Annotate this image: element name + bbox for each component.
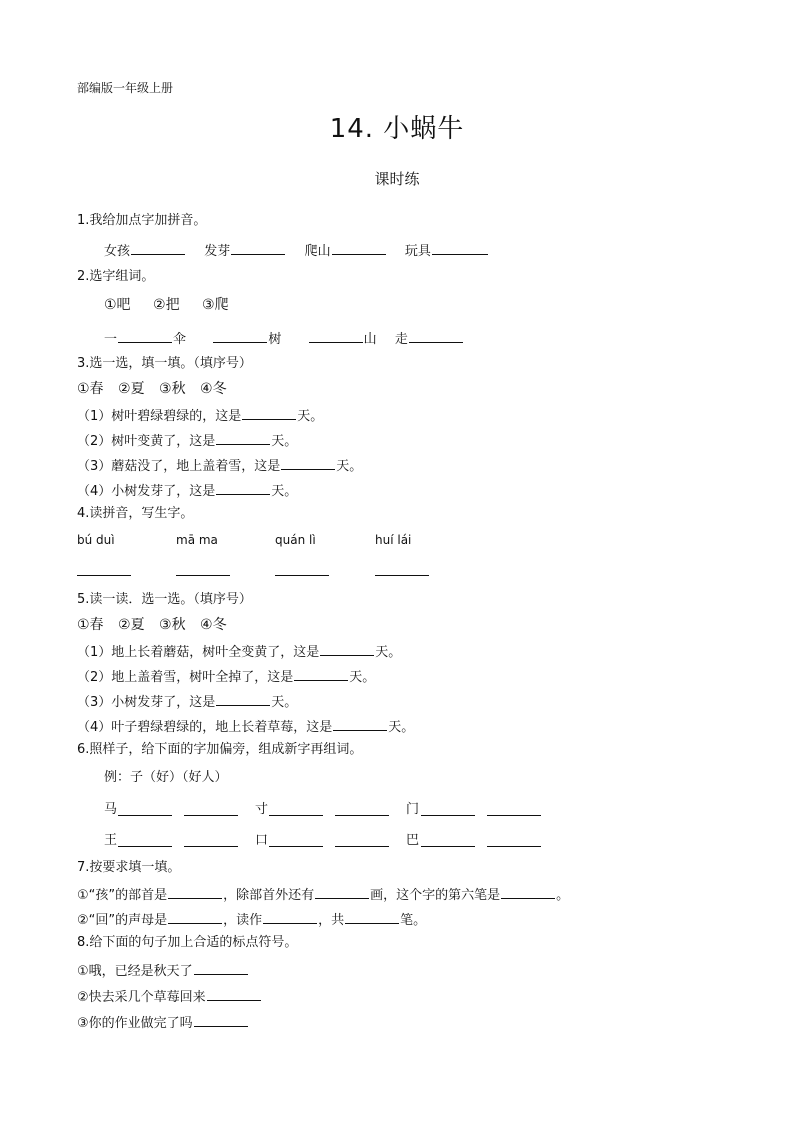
answer-blank[interactable] (263, 911, 317, 924)
q3-line: （3）蘑菇没了，地上盖着雪，这是 天。 (77, 459, 363, 474)
q5-options (77, 618, 227, 632)
answer-blank[interactable] (118, 330, 172, 343)
answer-blank[interactable] (409, 330, 463, 343)
q4-pinyin: mā ma (176, 533, 218, 547)
answer-blank[interactable] (194, 1014, 248, 1027)
q2-item: 走 (394, 332, 408, 347)
q6-char: 王 (104, 833, 118, 848)
q6-char: 寸 (255, 802, 269, 817)
answer-blank[interactable] (131, 242, 185, 255)
q3-option: ④冬 (200, 381, 227, 397)
answer-blank[interactable] (118, 846, 172, 847)
q5-line: （4）叶子碧绿碧绿的，地上长着草莓，这是 天。 (77, 720, 415, 735)
answer-blank[interactable] (216, 432, 270, 445)
q1-word: 女孩 (104, 244, 131, 259)
q5-line: （2）地上盖着雪，树叶全掉了，这是 天。 (77, 670, 376, 685)
page-title: 14. 小蜗牛 (329, 114, 465, 144)
q5-option: ②夏 (118, 617, 145, 633)
q8-prompt: 8.给下面的句子加上合适的标点符号。 (77, 935, 298, 950)
q4-prompt: 4.读拼音，写生字。 (77, 506, 194, 521)
q4-pinyin: huí lái (375, 533, 412, 547)
answer-blank[interactable] (216, 693, 270, 706)
answer-blank[interactable] (432, 242, 488, 255)
answer-blank[interactable] (315, 886, 369, 899)
q8-line: ①哦，已经是秋天了 (77, 962, 249, 978)
answer-blank[interactable] (207, 988, 261, 1001)
q1-prompt: 1.我给加点字加拼音。 (77, 213, 207, 228)
answer-blank[interactable] (421, 846, 475, 847)
q4-pinyin: bú duì (77, 533, 115, 547)
q2-option: ①吧 (104, 297, 131, 313)
answer-blank[interactable] (269, 846, 323, 847)
answer-blank[interactable] (375, 575, 429, 576)
answer-blank[interactable] (118, 815, 172, 816)
q2-prompt: 2.选字组词。 (77, 269, 155, 284)
answer-blank[interactable] (332, 242, 386, 255)
q6-prompt: 6.照样子，给下面的字加偏旁，组成新字再组词。 (77, 742, 363, 757)
q5-option: ①春 (77, 617, 104, 633)
q7-line: ②“回”的声母是 ，读作 ，共 笔。 (77, 913, 427, 928)
q2-item: 树 (268, 332, 282, 347)
answer-blank[interactable] (294, 668, 348, 681)
q2-items (104, 330, 464, 346)
q4-pinyin: quán lì (275, 533, 316, 547)
q3-line: （2）树叶变黄了，这是 天。 (77, 434, 298, 449)
q6-char: 马 (104, 802, 118, 817)
answer-blank[interactable] (275, 575, 329, 576)
q1-word: 爬山 (304, 244, 331, 259)
answer-blank[interactable] (213, 330, 267, 343)
answer-blank[interactable] (309, 330, 363, 343)
q8-line: ②快去采几个草莓回来 (77, 988, 262, 1004)
q5-option: ④冬 (200, 617, 227, 633)
answer-blank[interactable] (168, 911, 222, 924)
q7-prompt: 7.按要求填一填。 (77, 860, 181, 875)
answer-blank[interactable] (335, 815, 389, 816)
q3-prompt: 3.选一选，填一填。（填序号） (77, 356, 252, 371)
answer-blank[interactable] (333, 718, 387, 731)
answer-blank[interactable] (194, 962, 248, 975)
answer-blank[interactable] (487, 815, 541, 816)
answer-blank[interactable] (345, 911, 399, 924)
q1-word: 发芽 (204, 244, 231, 259)
answer-blank[interactable] (335, 846, 389, 847)
q2-item: 一 (104, 332, 118, 347)
q2-item: 山 (363, 332, 377, 347)
q3-line: （1）树叶碧绿碧绿的，这是 天。 (77, 409, 324, 424)
q7-line: ①“孩”的部首是 ，除部首外还有 画，这个字的第六笔是 。 (77, 888, 570, 903)
q5-option: ③秋 (159, 617, 186, 633)
q3-options (77, 382, 227, 396)
q2-item: 伞 (173, 332, 187, 347)
answer-blank[interactable] (184, 846, 238, 847)
q6-example: 例：子（好）（好人） (104, 770, 228, 785)
q3-line: （4）小树发芽了，这是 天。 (77, 484, 298, 499)
q6-char: 口 (255, 833, 269, 848)
answer-blank[interactable] (269, 815, 323, 816)
answer-blank[interactable] (281, 457, 335, 470)
q5-line: （1）地上长着蘑菇，树叶全变黄了，这是 天。 (77, 645, 402, 660)
answer-blank[interactable] (168, 886, 222, 899)
answer-blank[interactable] (320, 643, 374, 656)
page-subtitle: 课时练 (374, 170, 420, 188)
q6-char: 门 (406, 802, 420, 817)
answer-blank[interactable] (216, 482, 270, 495)
q2-option: ③爬 (202, 297, 229, 313)
answer-blank[interactable] (184, 815, 238, 816)
q2-options (104, 298, 229, 312)
q5-line: （3）小树发芽了，这是 天。 (77, 695, 298, 710)
q2-option: ②把 (153, 297, 180, 313)
q3-option: ③秋 (159, 381, 186, 397)
q1-items (104, 242, 489, 258)
answer-blank[interactable] (242, 407, 296, 420)
answer-blank[interactable] (501, 886, 555, 899)
q3-option: ②夏 (118, 381, 145, 397)
q3-option: ①春 (77, 381, 104, 397)
answer-blank[interactable] (231, 242, 285, 255)
header-note: 部编版一年级上册 (77, 81, 174, 95)
q8-line: ③你的作业做完了吗 (77, 1014, 249, 1030)
q6-char: 巴 (406, 833, 420, 848)
q5-prompt: 5.读一读．选一选。（填序号） (77, 592, 252, 607)
q1-word: 玩具 (404, 244, 431, 259)
answer-blank[interactable] (77, 575, 131, 576)
answer-blank[interactable] (487, 846, 541, 847)
answer-blank[interactable] (421, 815, 475, 816)
answer-blank[interactable] (176, 575, 230, 576)
